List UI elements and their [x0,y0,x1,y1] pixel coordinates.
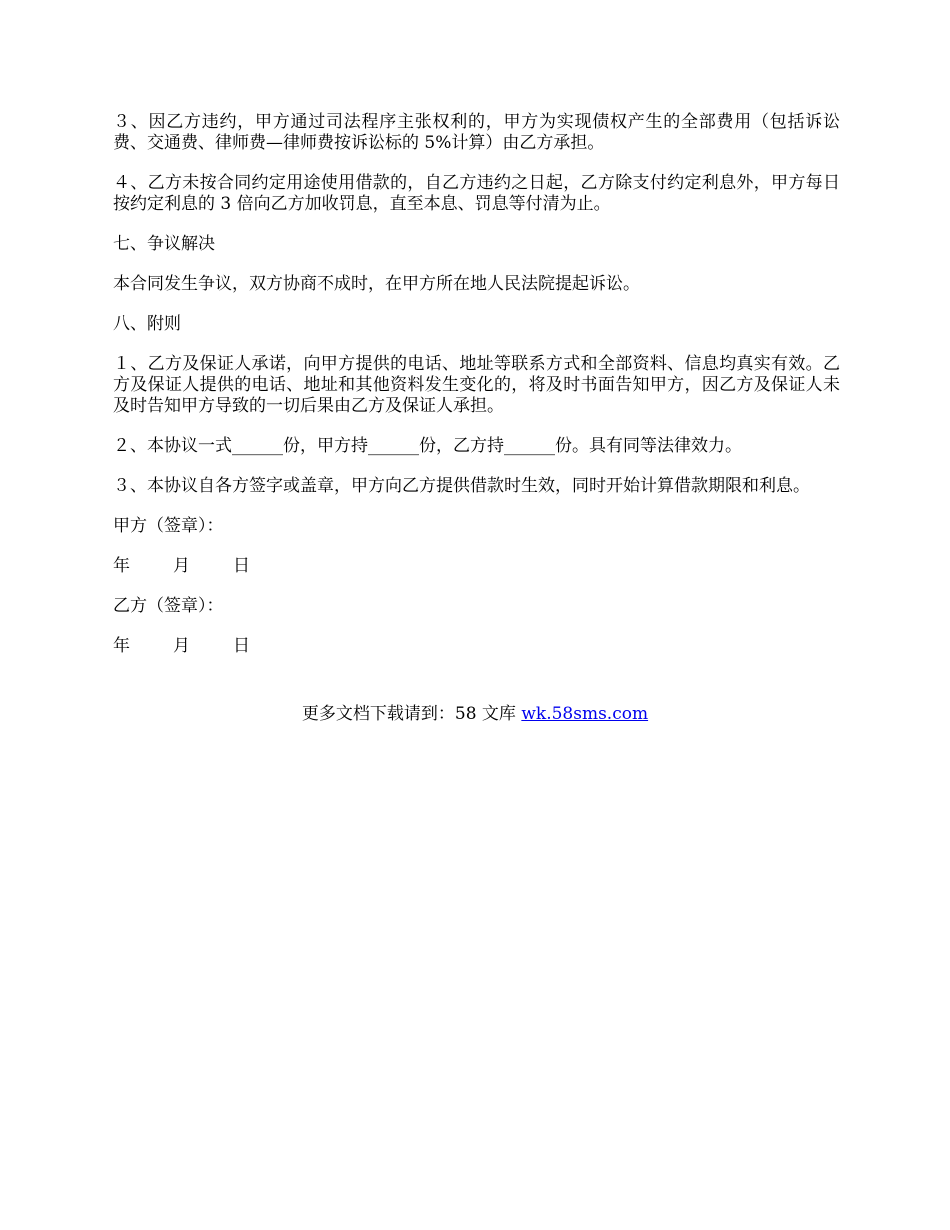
section-7-heading: 七、争议解决 [113,234,215,254]
party-a-date-line [113,556,840,577]
section-8-heading: 八、附则 [113,314,181,334]
dispute-resolution-paragraph: 本合同发生争议，双方协商不成时，在甲方所在地人民法院提起诉讼。 [113,274,640,294]
download-footer [0,704,950,725]
appendix-clause-1-paragraph: １、乙方及保证人承诺，向甲方提供的电话、地址等联系方式和全部资料、信息均真实有效。乙方及保证人提供的电话、地址和其他资料发生变化的，将及时书面告知甲方，因乙方及保证人未及时告知甲方导致的一切后果由乙方及保证人承担。 [113,354,840,416]
party-a-signature-label: 甲方（签章）： [113,516,224,536]
footer-text: 更多文档下载请到：58 文库 [301,704,522,724]
date-day-label: 日 [233,636,250,656]
date-month-label: 月 [173,556,190,576]
appendix-clause-3-paragraph: ３、本协议自各方签字或盖章，甲方向乙方提供借款时生效，同时开始计算借款期限和利息。 [113,476,810,496]
party-b-signature-label: 乙方（签章）： [113,596,224,616]
date-year-label: 年 [113,556,130,576]
party-b-date-line [113,636,840,657]
clause-3-paragraph: ３、因乙方违约，甲方通过司法程序主张权利的，甲方为实现债权产生的全部费用（包括诉讼费、交通费、律师费—律师费按诉讼标的 5%计算）由乙方承担。 [113,112,840,153]
document-body [113,112,840,676]
footer-site-link[interactable]: wk.58sms.com [521,704,649,724]
date-month-label: 月 [173,636,190,656]
date-day-label: 日 [233,556,250,576]
date-year-label: 年 [113,636,130,656]
clause-4-paragraph: ４、乙方未按合同约定用途使用借款的，自乙方违约之日起，乙方除支付约定利息外，甲方每日按约定利息的 3 倍向乙方加收罚息，直至本息、罚息等付清为止。 [113,173,840,214]
appendix-clause-2-paragraph: ２、本协议一式______份，甲方持______份，乙方持______份。具有同等法律效力。 [113,436,742,456]
